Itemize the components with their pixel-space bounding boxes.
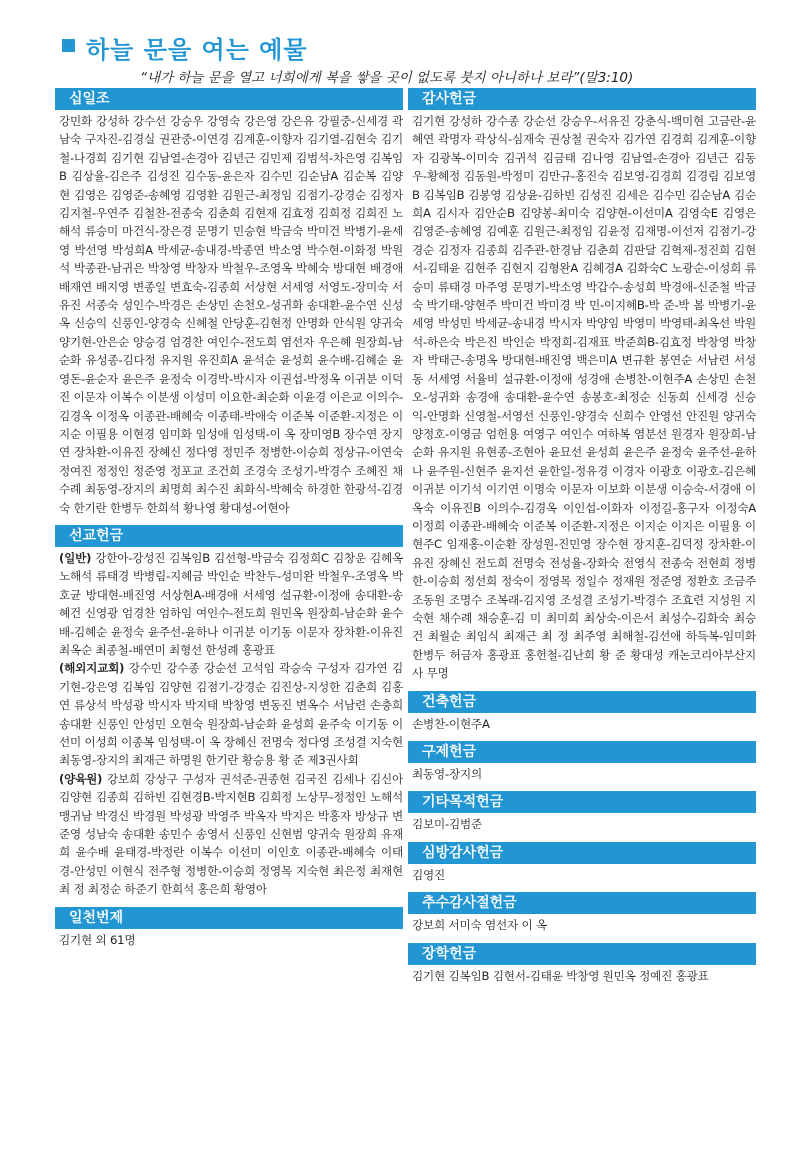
donor-list: 강민화 강성하 강수선 강승우 강영숙 강은영 강은유 강필중-신세경 곽남숙 구자진-김경실 권관중-이연경 김계훈-이향자 김기열-김현숙 김기철-나경희 김기현 김남열-손경아 김년근 김민제 김범석-차은영 김복임B 김상율-김은주 김성진 김수동-윤은자 김수민 김순남A 김순복 김양현 김영은 김영준-송혜영 김영환 김원근-최정임 김점기-강경순 김정자 김지철-우연주 김철찬-전종숙 김춘희 김현재 김효정 김희정 김희진 노해석 류승미 마건식-장은경 문명기 민승현 박금숙 박미건 박병기-윤세영 박선영 박성희A 박세균-송내경-박종연 박소영 박수현-이화정 박원석 박종관-남귀은 박창영 박창자 박철우-조영옥 박혜숙 방대현 배경애 배재연 배지영 변종일 변효숙-김종희 서상현 서세영 서영도-장미숙 서유진 서종숙 성인수-박경은 손상민 손천오-성귀화 송대환-윤수연 신성옥 신승익 신풍인-양경숙 신혜철 안당훈-김현정 안명화 안식원 양귀숙 양기현-안은순 양승경 엄경찬 여인수-전도희 염선자 우은혜 원장희-남순화 유성종-김다정 유지원 유진희A 윤석순 윤성희 윤수배-김혜순 윤영돈-윤순자 윤은주 윤정숙 이경박-박시자 이권섭-박정옥 이귀분 이덕진 이문자 이복수 이분생 이성미 이요한-최순화 이윤경 이은교 이의수-김경옥 이정옥 이종관-배혜숙 이종태-박애숙 이준복 이준환-지정은 이지순 이필용 이현경 임미화 임성애 임성택-이 옥 장미영B 장수연 장지연 장차환-이유진 장혜신 정다영 정민주 정병한-이승희 정상규-이연숙 정여진 정정인 정준영 정포교 조건희 조경숙 조성기-박경수 조혜진 채수례 최동영-장지의 최명희 최수진 최화식-박혜숙 하경한 한광석-김경숙 한기란 한병두 한희석 황나영 황대성-어현아 xyxy=(59,114,403,515)
section-heading: 십일조 xyxy=(55,88,403,110)
left-column xyxy=(55,88,403,957)
section-other xyxy=(408,791,756,833)
mission-overseas xyxy=(59,659,403,769)
section-harvest xyxy=(408,892,756,934)
section-heading: 기타목적헌금 xyxy=(408,791,756,813)
sub-label: (양육원) xyxy=(59,771,103,786)
section-heading: 구제헌금 xyxy=(408,741,756,763)
section-heading: 감사헌금 xyxy=(408,88,756,110)
section-tithe xyxy=(55,88,403,517)
donor-names: 강수민 강수종 강순선 고석임 곽승숙 구성자 김가연 김기현-강은영 김복임 김양현 김점기-강경순 김진상-지성한 김춘희 김홍연 류상석 박성광 박시자 박지태 박창영 변동진 변옥수 서남련 손충희 송대환 신풍인 안성민 오현숙 원장희-남순화 윤성희 윤주숙 이기동 이선미 이성희 이종복 임성택-이 옥 장혜신 전명숙 정다영 조성결 지숙현 최동영-장지의 최재근 하명원 한기란 황승용 황 준 제3권사회 xyxy=(59,661,403,768)
section-thanks xyxy=(408,88,756,683)
donor-names: 강한아-강성진 김복임B 김선형-박금숙 김정희C 김창운 김혜옥 노해석 류태경 박병림-지혜금 박인순 박찬두-성미완 박철우-조영옥 박호균 방대현-배진영 서상현A-배경애 서세영 설규환-이정애 송대환-송혜건 신영광 엄경찬 엄하임 여인수-전도희 원민옥 원장희-남순화 윤수배-김혜순 윤정숙 윤주선-윤하나 이귀분 이기동 이문자 장차환-이유진 최옥순 최종철-배연미 최형선 한성례 홍광표 xyxy=(59,550,403,657)
mission-orphanage xyxy=(59,770,403,899)
donor-list: 최동영-장지의 xyxy=(412,767,482,781)
donor-names: 강보희 강상구 구성자 권석준-권종현 김국진 김세나 김신아 김양현 김종희 김하빈 김현경B-박지현B 김희정 노상무-정정인 노해석 맹귀남 박경신 박경원 박성광 박영주 박옥자 박지은 박홍자 방상규 변준영 성남숙 송대환 송민수 송영서 신풍인 신현범 양귀숙 원장희 유재희 윤수배 윤태경-박정란 이복수 이선미 이인호 이종관-배혜숙 이태경-안성민 이현식 전주형 정병한-이승희 정영목 지숙현 최은정 최재현 최 정 최정순 하준기 한희석 홍은희 황영아 xyxy=(59,771,403,897)
donor-list: 손병찬-이현주A xyxy=(412,716,490,731)
section-heading: 추수감사절헌금 xyxy=(408,892,756,914)
right-column xyxy=(408,88,756,993)
donor-list xyxy=(55,549,403,899)
donor-list: 김보미-김범준 xyxy=(412,817,482,832)
donor-list: 김기현 외 61명 xyxy=(59,932,136,947)
page-header xyxy=(62,30,762,90)
donor-list: 강보희 서미숙 염선자 이 옥 xyxy=(412,918,547,933)
page-title: 하늘 문을 여는 예물 xyxy=(86,36,308,64)
sub-label: (해외지교회) xyxy=(59,661,125,676)
section-scholarship xyxy=(408,943,756,985)
donor-list: 김기현 강성하 강수종 강순선 강승우-서유진 강춘식-백미현 고금란-윤혜연 곽명자 곽상식-심재숙 권상철 권숙자 김가연 김경희 김계훈-이향자 김광복-이미숙 김귀석 김금태 김나영 김남열-손경아 김년근 김동우-황혜정 김동원-박정미 김만규-홍진숙 김보영-김경희 김경림 김보영B 김복임B 김봉영 김상윤-김하빈 김성진 김세은 김수민 김순남A 김순희A 김시자 김안순B 김양봉-최미숙 김양현-이선미A 김영숙E 김영은 김영준-송혜영 김예훈 김원근-최정임 김윤정 김재명-이선저 김점기-강경순 김정자 김종희 김주관-한경남 김춘희 김판달 김혁제-정진희 김현서-김태윤 김현주 김현지 김형완A 김혜경A 김화숙C 노광순-이성희 류승미 류태경 마주영 문명기-박소영 박갑수-송성희 박경애-신준철 박금숙 박기태-양현주 박미건 박미경 박 민-이지혜B-박 준-박 봄 박병기-윤세영 박성민 박세균-송내경 박시자 박양임 박영미 박영태-최옥선 박원석-하은숙 박은진 박인순 박정희-김재표 박준희B-김효정 박창영 박창자 박태근-송명옥 방대현-배진영 백은미A 변규환 봉연순 서남련 서성동 서세영 서율비 설규환-이정애 성경애 손병찬-이현주A 손상민 손천오-성귀화 송경애 송대환-윤수연 송봉호-최정순 신동희 신세경 신승익-안명화 신영철-서영선 신풍인-양경숙 신희수 안영선 안진원 양귀숙 양정호-이영금 엄헌용 여영구 여인수 여하복 염분선 원경자 원장희-남순화 유지원 유현종-조현아 윤묘선 윤성희 윤은주 윤정숙 윤주선-윤하나 윤주원-신현주 윤지선 윤한일-정유경 이경자 이광호 이광호-김은혜 이귀분 이기석 이기연 이명숙 이문자 이보화 이분생 이승숙-서경애 이옥숙 이유진B 이의수-김경옥 이인섭-이화자 이정길-홍구자 이정숙A 이정희 이종관-배혜숙 이준복 이준환-지정은 이지순 이지은 이필용 이현주C 임재홍-이순환 장성원-진민영 장수현 장지훈-김덕정 장차환-이유진 장혜신 전도희 전명숙 전성율-장화숙 전영식 전종숙 전현희 정병한-이승희 정선희 정숙이 정영목 정일수 정재원 정준영 정환호 조금주 조동원 조명수 조복래-김지영 조성결 조성기-박경수 조효련 지성원 지숙현 채수례 채승훈-김 미 최미희 최상숙-이은서 최성수-김화숙 최승건 최월순 최임식 최재근 최 정 최주영 최해철-김선애 하득복-임미화 한병두 허금자 홍광표 홍헌철-김난희 황 준 황대성 캐논코리아부산지사 무명 xyxy=(412,114,756,681)
donor-list: 김영진 xyxy=(412,867,445,882)
section-daily xyxy=(55,907,403,949)
section-building xyxy=(408,691,756,733)
section-heading: 장학헌금 xyxy=(408,943,756,965)
section-relief xyxy=(408,741,756,783)
section-heading: 일천번제 xyxy=(55,907,403,929)
donor-list: 김기현 김복임B 김현서-김태윤 박창영 원민옥 정예진 홍광표 xyxy=(412,968,709,983)
section-visit xyxy=(408,842,756,884)
section-heading: 심방감사헌금 xyxy=(408,842,756,864)
bible-verse: “내가 하늘 문을 열고 너희에게 복을 쌓을 곳이 없도록 붓지 아니하나 보라”(말3:10) xyxy=(140,70,634,86)
section-mission xyxy=(55,525,403,899)
mission-general xyxy=(59,549,403,659)
section-heading: 선교헌금 xyxy=(55,525,403,547)
section-heading: 건축헌금 xyxy=(408,691,756,713)
title-square-icon xyxy=(62,39,75,52)
sub-label: (일반) xyxy=(59,550,92,565)
